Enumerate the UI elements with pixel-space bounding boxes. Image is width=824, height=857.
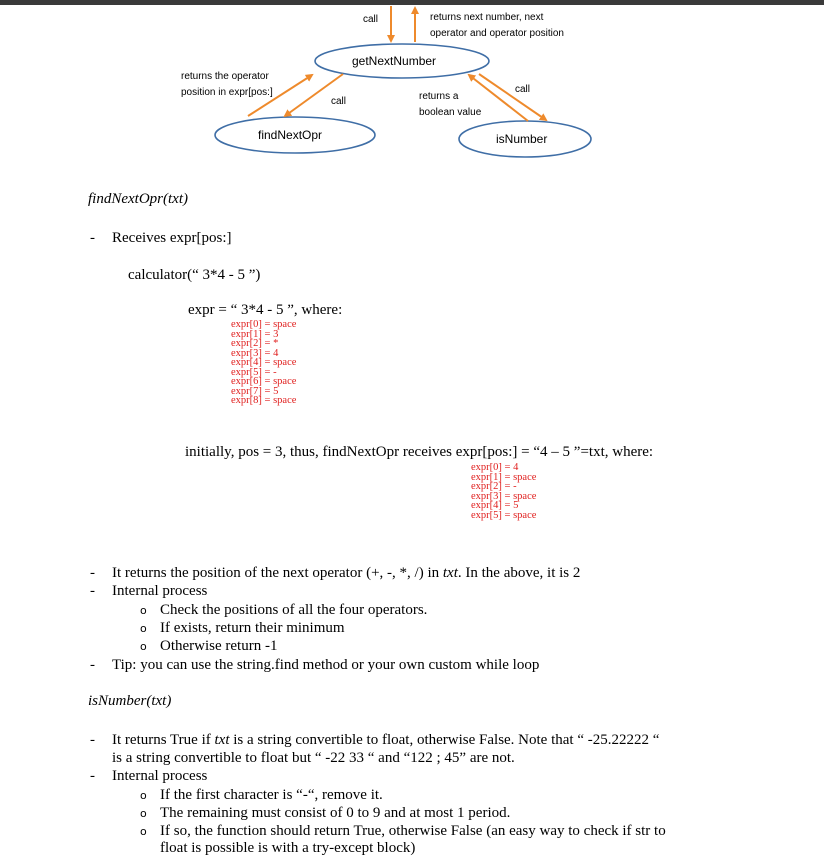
- expr-item: expr[5] = -: [231, 366, 277, 378]
- edge-label-right-call: call: [515, 84, 531, 95]
- expr-items-list: [231, 320, 296, 406]
- expr-item: expr[6] = space: [231, 376, 297, 387]
- initially-line: initially, pos = 3, thus, findNextOpr receives expr[pos:] = “4 – 5 ”=txt, where:: [185, 444, 654, 460]
- expr-item: expr[2] = *: [231, 338, 279, 349]
- edge-label-top-call: call: [363, 14, 379, 25]
- isnumber-heading: isNumber(txt): [88, 693, 172, 709]
- tip-text: Tip: you can use the string.find method or your own custom while loop: [112, 657, 540, 673]
- sub-item: Check the positions of all the four operators.: [160, 602, 428, 618]
- sub-item: Otherwise return -1: [160, 638, 278, 654]
- edge-label-right-return-2: boolean value: [419, 107, 482, 118]
- sub-item: If exists, return their minimum: [160, 620, 345, 636]
- edge-label-right-return-1: returns a: [419, 91, 459, 102]
- arrow-right-call: [479, 74, 546, 120]
- txt-item: expr[2] = -: [471, 481, 517, 492]
- sub-item: If so, the function should return True, otherwise False (an easy way to check if str to: [160, 823, 666, 839]
- expr-item: expr[4] = space: [231, 357, 297, 368]
- node-findnextopr-label: findNextOpr: [258, 128, 323, 142]
- internal-process-label: Internal process: [112, 768, 208, 784]
- isnumber-returns-text: It returns True if txt is a string convertible to float, otherwise False. Note that “ -25.22222 “: [112, 732, 660, 748]
- expr-item: expr[7] = 5: [231, 385, 279, 397]
- receives-text: Receives expr[pos:]: [112, 230, 232, 246]
- edge-label-top-return-2: operator and operator position: [430, 28, 564, 39]
- circle-bullet-icon: o: [140, 622, 147, 635]
- txt-item: expr[3] = space: [471, 490, 537, 502]
- bullet-dash: -: [90, 230, 95, 246]
- txt-item: expr[1] = space: [471, 471, 537, 483]
- bullet-dash: -: [90, 583, 95, 599]
- circle-bullet-icon: o: [140, 604, 147, 617]
- expr-item: expr[8] = space: [231, 395, 297, 406]
- edge-label-left-return-1: returns the operator: [181, 71, 269, 82]
- edge-label-left-return-2: position in expr[pos:]: [181, 87, 273, 98]
- sub-item: If the first character is “-“, remove it.: [160, 787, 383, 803]
- bullet-dash: -: [90, 732, 95, 748]
- txt-item: expr[5] = space: [471, 509, 537, 521]
- bullet-dash: -: [90, 768, 95, 784]
- cutoff-line: float is possible is with a try-except block): [160, 840, 416, 856]
- expr-item: expr[1] = 3: [231, 328, 279, 340]
- sub-item: The remaining must consist of 0 to 9 and at most 1 period.: [160, 805, 511, 821]
- edge-label-left-call: call: [331, 96, 347, 107]
- expr-line: expr = “ 3*4 - 5 ”, where:: [188, 302, 343, 318]
- isnumber-returns-line2: is a string convertible to float but “ -22 33 “ and “122 ; 45” are not.: [112, 750, 515, 766]
- expr-item: expr[3] = 4: [231, 347, 279, 359]
- circle-bullet-icon: o: [140, 640, 147, 653]
- findnextopr-heading: findNextOpr(txt): [88, 191, 188, 207]
- circle-bullet-icon: o: [140, 807, 147, 820]
- circle-bullet-icon: o: [140, 789, 147, 802]
- internal-process-label: Internal process: [112, 583, 208, 599]
- edge-label-top-return-1: returns next number, next: [430, 12, 544, 23]
- txt-item: expr[0] = 4: [471, 462, 519, 473]
- txt-items-list: [471, 463, 536, 520]
- returns-position-text: It returns the position of the next operator (+, -, *, /) in txt. In the above, it is 2: [112, 565, 581, 581]
- circle-bullet-icon: o: [140, 825, 147, 838]
- expr-item: expr[0] = space: [231, 319, 297, 330]
- bullet-dash: -: [90, 657, 95, 673]
- calculator-call: calculator(“ 3*4 - 5 ”): [128, 267, 261, 283]
- node-getnextnumber-label: getNextNumber: [352, 54, 437, 68]
- node-isnumber-label: isNumber: [496, 132, 548, 146]
- txt-item: expr[4] = 5: [471, 500, 519, 511]
- bullet-dash: -: [90, 565, 95, 581]
